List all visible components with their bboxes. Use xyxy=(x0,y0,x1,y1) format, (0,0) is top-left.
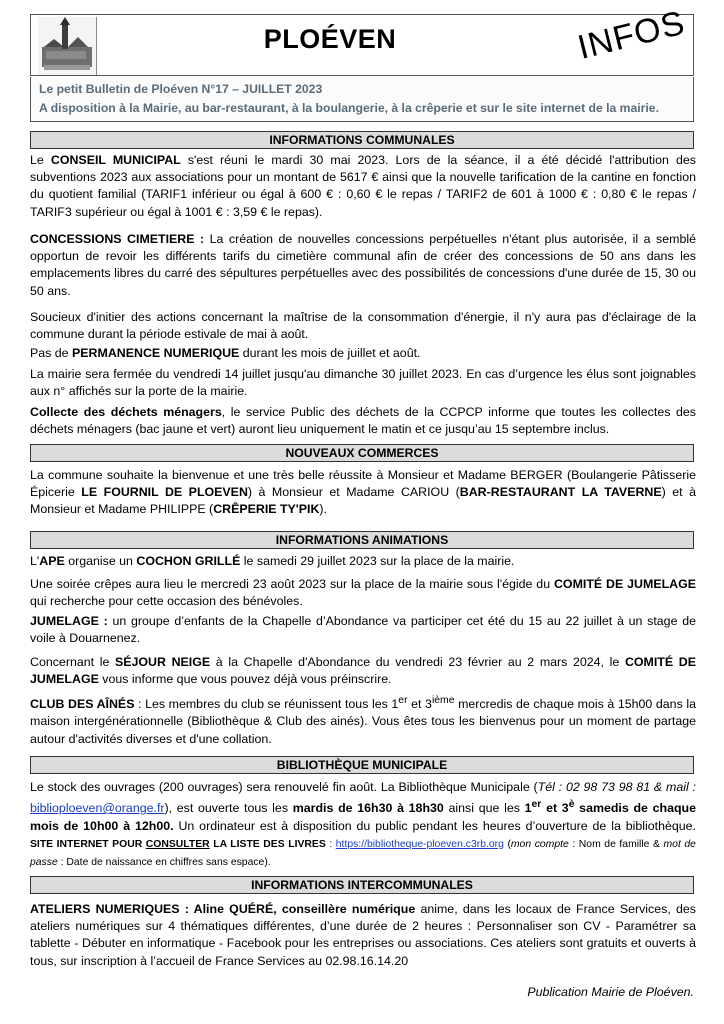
paragraph-sejour-neige: Concernant le SÉJOUR NEIGE à la Chapelle d'Abondance du vendredi 23 février au 2 mars 2024, le COMITÉ DE JUMELAGE vous informe que vous pouvez déjà vous préinscrire. xyxy=(30,655,696,687)
section-heading-commerces: NOUVEAUX COMMERCES xyxy=(30,444,694,462)
paragraph-fermeture-mairie: La mairie sera fermée du vendredi 14 juillet jusqu'au dimanche 30 juillet 2023. En cas d’urgence les élus sont joignables aux n° affichés sur la porte de la mairie. xyxy=(30,367,696,399)
section-heading-communales: INFORMATIONS COMMUNALES xyxy=(30,131,694,149)
paragraph-permanence: Pas de PERMANENCE NUMERIQUE durant les mois de juillet et août. xyxy=(30,346,421,360)
paragraph-dechets: Collecte des déchets ménagers, le service Public des déchets de la CCPCP informe que toutes les collectes des déchets ménagers (bac jaune et vert) auront lieu uniquement le matin et ce jusqu’au 15 septembre inclus. xyxy=(30,405,696,437)
paragraph-conseil-municipal: Le CONSEIL MUNICIPAL s'est réuni le mardi 30 mai 2023. Lors de la séance, il a été décidé l'attribution des subventions 2023 aux associations pour un montant de 5617 € ainsi que la nouvelle tarification de la cantine en fonction du quotient familial (TARIF1 inférieur ou égal à 600 € : 0,60 € le repas / TARIF2 de 601 à 1000 € : 0,80 € le repas / TARIF3 supérieur ou égal à 1001 € : 3,59 € le repas). xyxy=(30,153,696,219)
section-heading-animations: INFORMATIONS ANIMATIONS xyxy=(30,531,694,549)
distribution-note: A disposition à la Mairie, au bar-restaurant, à la boulangerie, à la crêperie et sur le site internet de la mairie. xyxy=(39,101,659,115)
section-heading-bibliotheque: BIBLIOTHÈQUE MUNICIPALE xyxy=(30,756,694,774)
paragraph-energie: Soucieux d'initier des actions concernant la maîtrise de la consommation d'énergie, il n'y aura pas d'éclairage de la commune durant la période estivale de mai à août. xyxy=(30,310,696,342)
paragraph-cochon-grille: L'APE organise un COCHON GRILLÉ le samedi 29 juillet 2023 sur la place de la mairie. xyxy=(30,554,515,568)
infos-stamp: INFOS xyxy=(574,3,689,67)
footer-publication: Publication Mairie de Ploéven. xyxy=(527,985,694,999)
paragraph-bibliotheque: Le stock des ouvrages (200 ouvrages) sera renouvelé fin août. La Bibliothèque Municipale (Tél : 02 98 73 98 81 & mail : biblioploeven@orange.fr), est ouverte tous les mardis de 16h30 à 18h30 ainsi que les 1er et $3^è$ samedis de chaque mois de 10h00 à 12h00. Un ordinateur est à disposition du public pendant les heures d’ouverture de la bibliothèque. SITE INTERNET POUR CONSULTER LA LISTE DES LIVRES : https://bibliotheque-ploeven.c3rb.org (mon compte : Nom de famille & mot de passe : Date de naissance en chiffres sans espace). xyxy=(30,780,697,868)
library-email-link[interactable]: biblioploeven@orange.fr xyxy=(30,801,165,816)
page-title: PLOÉVEN xyxy=(263,24,397,54)
paragraph-commerces: La commune souhaite la bienvenue et une très belle réussite à Monsieur et Madame BERGER (Boulangerie Pâtisserie Épicerie LE FOURNIL DE PLOEVEN) à Monsieur et Madame CARIOU (BAR-RESTAURANT LA TAVERNE) et à Monsieur et Madame PHILIPPE (CRÊPERIE TY'PIK). xyxy=(30,468,696,517)
bulletin-issue: Le petit Bulletin de Ploéven N°17 – JUILLET 2023 xyxy=(39,82,323,96)
paragraph-soiree-crepes: Une soirée crêpes aura lieu le mercredi 23 août 2023 sur la place de la mairie sous l'égide du COMITÉ DE JUMELAGE qui recherche pour cette occasion des bénévoles. xyxy=(30,577,697,609)
paragraph-club-aines: CLUB DES AÎNÉS : Les membres du club se réunissent tous les 1er et 3ième mercredis de chaque mois à 15h00 dans la maison intergénérationnelle (Bibliothèque & Club des ainés). Vous êtes tous les bienvenus pour un moment de partage autour d'activités diverses et d'une collation. xyxy=(30,695,696,746)
paragraph-jumelage: JUMELAGE : un groupe d’enfants de la Chapelle d’Abondance va participer cet été du 15 au 22 juillet à un stage de voile à Douarnenez. xyxy=(30,614,696,646)
town-logo xyxy=(38,17,97,75)
paragraph-concessions: CONCESSIONS CIMETIERE : La création de nouvelles concessions perpétuelles n'étant plus autorisée, il a semblé opportun de revoir les différents tarifs du cimetière communal afin de créer des concessions de 50 ans dans les emplacements libres du carré des sépultures perpétuelles avec des possibilités de concessions d'une durée de 15, 30 ou 50 ans. xyxy=(30,232,696,298)
paragraph-ateliers-numeriques: ATELIERS NUMERIQUES : Aline QUÉRÉ, conseillère numérique anime, dans les locaux de France Services, des ateliers numériques sur 4 thématiques différentes, d’une durée de 2 heures : Personnaliser son CV - Paramétrer sa tablette - Débuter en informatique - Facebook pour les entreprises ou associations. Ces ateliers sont gratuits et ouverts à tous, sur inscription à l’accueil de France Services au 02.98.16.14.20 xyxy=(30,902,696,968)
library-website-link[interactable]: https://bibliotheque-ploeven.c3rb.org xyxy=(335,838,504,850)
section-heading-intercommunales: INFORMATIONS INTERCOMMUNALES xyxy=(30,876,694,894)
